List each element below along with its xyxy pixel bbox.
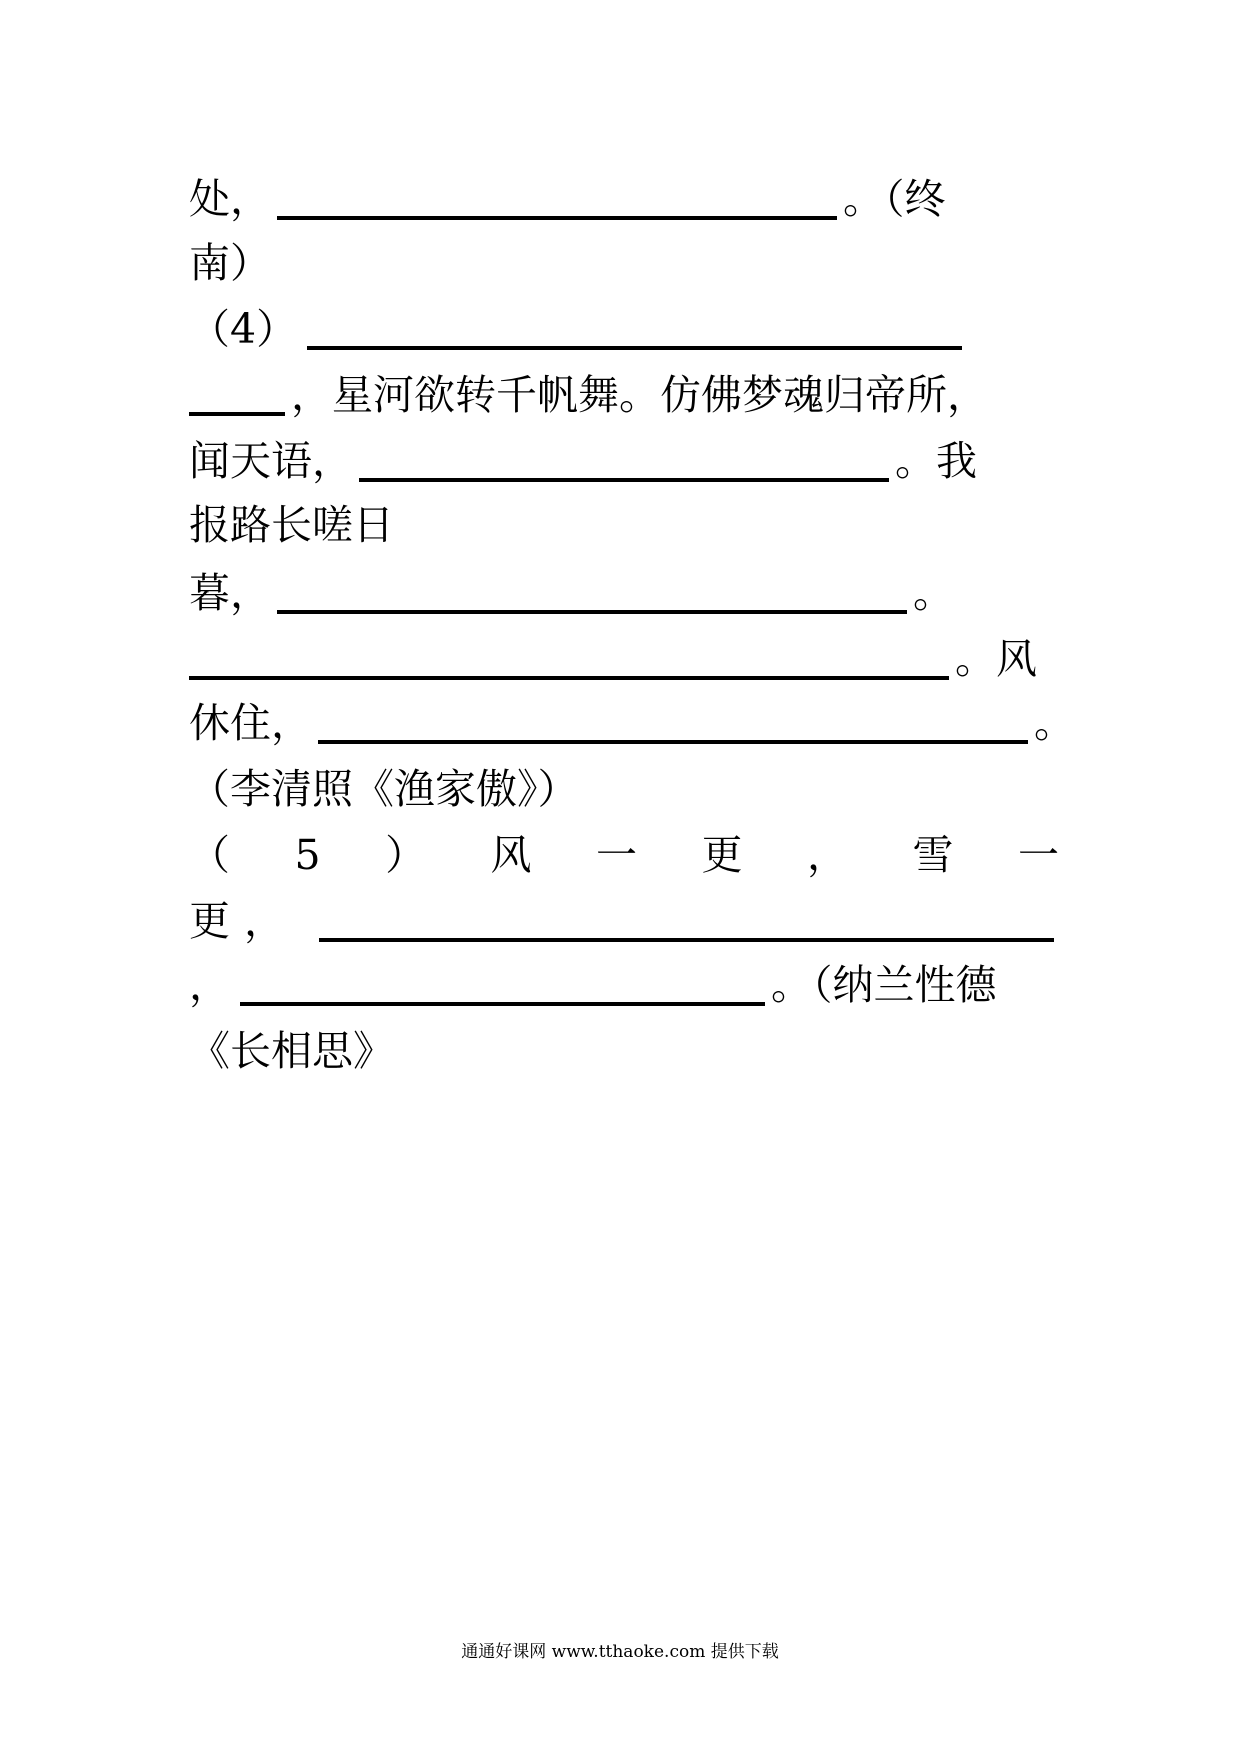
text-line-12 — [189, 882, 1060, 945]
text-line-13 — [189, 946, 997, 1009]
question-number: （4） — [189, 305, 298, 353]
line-text: ， — [189, 961, 230, 1009]
answer-blank — [189, 642, 949, 680]
line-token: 5 — [294, 831, 321, 879]
text-line-11 — [189, 816, 1059, 879]
line-token: 雪 — [912, 831, 954, 879]
answer-blank — [318, 706, 1028, 744]
answer-blank — [277, 576, 907, 614]
text-line-8 — [189, 620, 1037, 683]
text-line-14 — [189, 1012, 394, 1075]
page-footer: 通通好课网 www.tthaoke.com 提供下载 — [461, 1642, 779, 1662]
answer-blank — [189, 378, 285, 416]
text-line-6 — [189, 486, 394, 549]
line-text: 暮， — [189, 569, 271, 617]
line-text: 更， — [189, 897, 299, 945]
text-line-9 — [189, 684, 1075, 747]
text-line-1 — [189, 160, 946, 223]
answer-blank — [307, 312, 962, 350]
answer-blank — [277, 182, 837, 220]
answer-blank — [319, 904, 1054, 942]
line-token: 一 — [1017, 831, 1059, 879]
line-token: （ — [189, 831, 230, 879]
line-text: 。风 — [955, 635, 1037, 683]
line-text: 处， — [189, 175, 271, 223]
line-text: 。我 — [895, 437, 977, 485]
line-text: 报路长嗟日 — [189, 501, 394, 549]
text-line-5 — [189, 422, 977, 485]
source-attribution: （李清照《渔家傲》） — [189, 765, 579, 813]
line-token: 更 — [701, 831, 743, 879]
answer-blank — [359, 444, 889, 482]
line-text: 南） — [189, 239, 271, 287]
line-text: 。（终 — [843, 175, 946, 223]
text-line-7 — [189, 554, 954, 617]
line-text: ，星河欲转千帆舞。仿佛梦魂归帝所， — [291, 371, 988, 419]
text-line-3 — [189, 290, 968, 353]
answer-blank — [240, 968, 765, 1006]
line-token: ） — [385, 831, 427, 879]
source-attribution: 《长相思》 — [189, 1027, 394, 1075]
line-text: 。 — [913, 569, 954, 617]
line-token: ， — [807, 831, 848, 879]
text-line-4 — [189, 356, 988, 419]
line-token: 一 — [596, 831, 638, 879]
line-text: 闻天语， — [189, 437, 353, 485]
line-token: 风 — [490, 831, 532, 879]
line-text: 。 — [1034, 699, 1075, 747]
line-text: 。（纳兰性德 — [771, 961, 997, 1009]
line-text: 休住， — [189, 699, 312, 747]
text-line-2 — [189, 224, 271, 287]
text-line-10 — [189, 750, 579, 813]
